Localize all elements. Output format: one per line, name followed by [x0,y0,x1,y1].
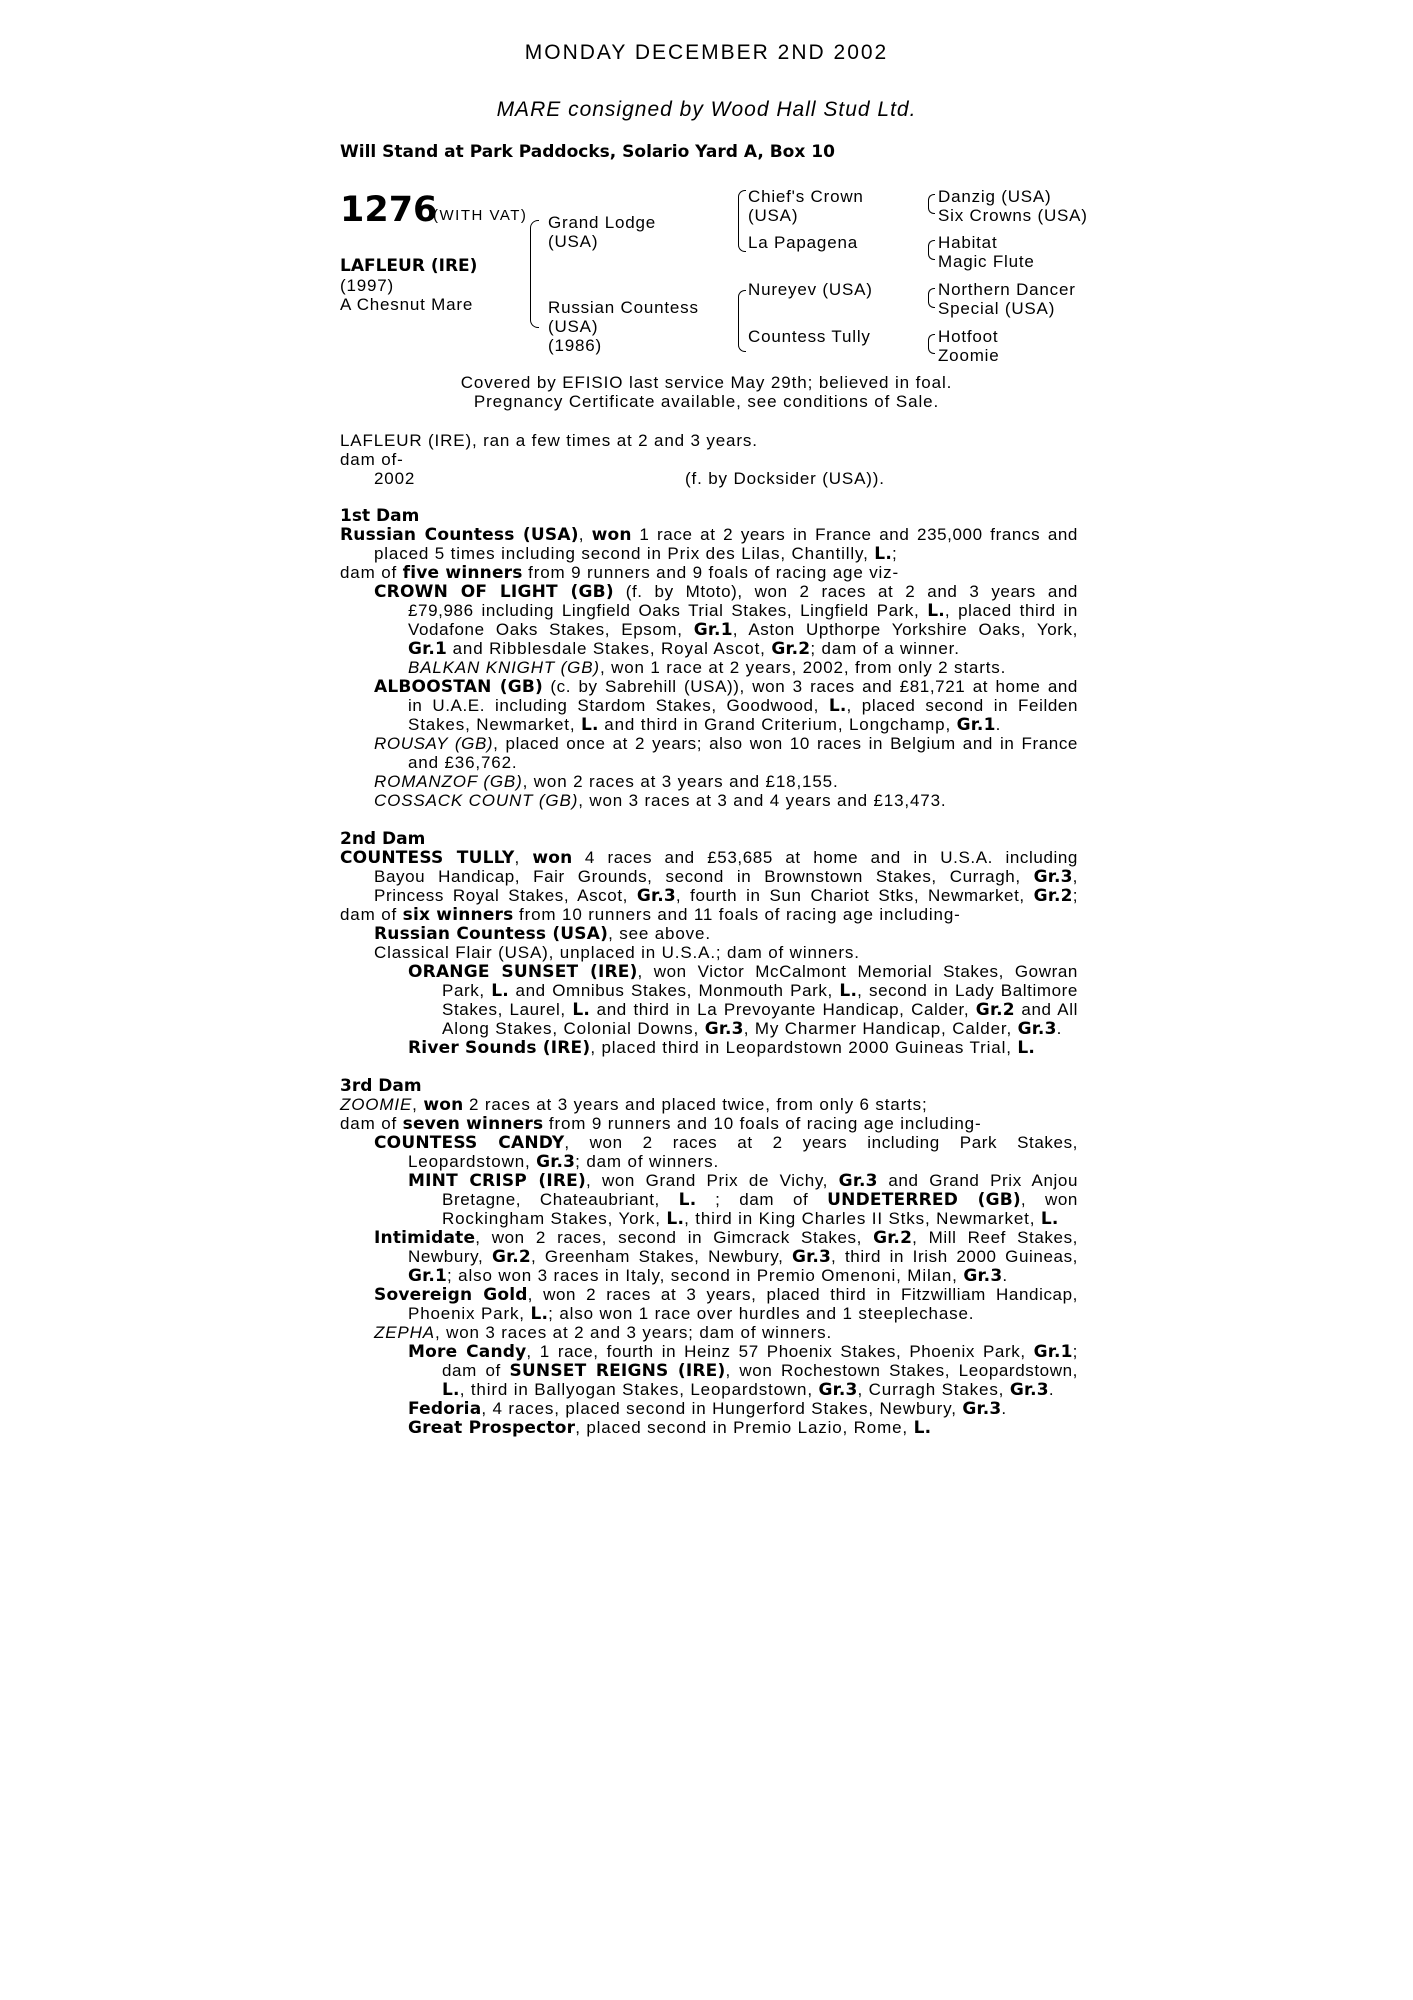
pedigree-brace-ss [928,194,935,214]
pedigree-brace-dam [738,290,746,352]
rousay-entry: ROUSAY (GB), placed once at 2 years; also won 10 races in Belgium and in France [374,734,1078,753]
dd-dam: Zoomie [938,346,1000,365]
sire-sire-name: Chief's Crown [748,187,864,206]
more-candy-entry: More Candy, 1 race, fourth in Heinz 57 Phoenix Stakes, Phoenix Park, Gr.1; [408,1342,1078,1362]
sovereign-gold-entry: Sovereign Gold, won 2 races at 3 years, placed third in Fitzwilliam Handicap, [374,1285,1078,1305]
dam-dam-name: Countess Tully [748,327,871,346]
sire-country: (USA) [548,232,599,251]
romanzof-entry: ROMANZOF (GB), won 2 races at 3 years and £18,155. [374,772,839,791]
alboostan-entry: ALBOOSTAN (GB) (c. by Sabrehill (USA)), won 3 races and £81,721 at home and [374,677,1078,697]
rousay-entry: and £36,762. [408,753,518,772]
more-candy-entry: L., third in Ballyogan Stakes, Leopardstown, Gr.3, Curragh Stakes, Gr.3. [442,1380,1055,1400]
sd-dam: Magic Flute [938,252,1035,271]
pedigree-brace-sd [928,240,935,260]
horse-name: LAFLEUR (IRE) [340,256,478,276]
pedigree-brace-ds [928,288,935,308]
dam-country: (USA) [548,317,599,336]
countess-candy-entry: Leopardstown, Gr.3; dam of winners. [408,1152,720,1172]
second-dam-heading: 2nd Dam [340,829,426,849]
dam-sire-name: Nureyev (USA) [748,280,873,299]
crown-of-light-entry: Vodafone Oaks Stakes, Epsom, Gr.1, Aston Upthorpe Yorkshire Oaks, York, [408,620,1078,640]
ss-dam: Six Crowns (USA) [938,206,1088,225]
russian-countess-ref: Russian Countess (USA), see above. [374,924,711,944]
ds-dam: Special (USA) [938,299,1056,318]
intimidate-entry: Intimidate, won 2 races, second in Gimcrack Stakes, Gr.2, Mill Reef Stakes, [374,1228,1079,1248]
orange-sunset-entry: Along Stakes, Colonial Downs, Gr.3, My Charmer Handicap, Calder, Gr.3. [442,1019,1063,1039]
balkan-knight-entry: BALKAN KNIGHT (GB), won 1 race at 2 years, 2002, from only 2 starts. [408,658,1007,677]
horse-description: A Chesnut Mare [340,295,474,314]
first-dam-heading: 1st Dam [340,506,420,526]
second-dam-text: dam of six winners from 10 runners and 11 foals of racing age including- [340,905,961,925]
orange-sunset-entry: ORANGE SUNSET (IRE), won Victor McCalmont Memorial Stakes, Gowran [408,962,1078,982]
lafleur-record: LAFLEUR (IRE), ran a few times at 2 and 3 years. [340,431,758,450]
dam-name: Russian Countess [548,298,699,317]
intimidate-entry: Gr.1; also won 3 races in Italy, second in Premio Omenoni, Milan, Gr.3. [408,1266,1008,1286]
alboostan-entry: in U.A.E. including Stardom Stakes, Goodwood, L., placed second in Feilden [408,696,1078,716]
sire-sire-country: (USA) [748,206,799,225]
third-dam-text: ZOOMIE, won 2 races at 3 years and placed twice, from only 6 starts; [340,1095,928,1115]
third-dam-heading: 3rd Dam [340,1076,422,1096]
vat-note: (WITH VAT) [433,207,528,224]
foal-description: (f. by Docksider (USA)). [685,469,885,488]
crown-of-light-entry: Gr.1 and Ribblesdale Stakes, Royal Ascot, Gr.2; dam of a winner. [408,639,960,659]
alboostan-entry: Stakes, Newmarket, L. and third in Grand Criterium, Longchamp, Gr.1. [408,715,1002,735]
orange-sunset-entry: Stakes, Laurel, L. and third in La Prevoyante Handicap, Calder, Gr.2 and All [442,1000,1078,1020]
third-dam-text: dam of seven winners from 9 runners and 10 foals of racing age including- [340,1114,982,1134]
stand-location: Will Stand at Park Paddocks, Solario Yard A, Box 10 [340,142,835,162]
river-sounds-entry: River Sounds (IRE), placed third in Leopardstown 2000 Guineas Trial, L. [408,1038,1036,1058]
first-dam-text: Russian Countess (USA), won 1 race at 2 years in France and 235,000 francs and [340,525,1078,545]
pregnancy-line: Pregnancy Certificate available, see conditions of Sale. [473,392,940,411]
classical-flair-entry: Classical Flair (USA), unplaced in U.S.A.; dam of winners. [374,943,860,962]
consignor-line: MARE consigned by Wood Hall Stud Ltd. [496,98,917,121]
mint-crisp-entry: Rockingham Stakes, York, L., third in King Charles II Stks, Newmarket, L. [442,1209,1059,1229]
pedigree-brace-sire [738,190,746,252]
ss-sire: Danzig (USA) [938,187,1052,206]
dam-year: (1986) [548,336,602,355]
horse-year: (1997) [340,276,394,295]
cossack-count-entry: COSSACK COUNT (GB), won 3 races at 3 and 4 years and £13,473. [374,791,947,810]
zepha-entry: ZEPHA, won 3 races at 2 and 3 years; dam of winners. [374,1323,833,1342]
sire-name: Grand Lodge [548,213,657,232]
sovereign-gold-entry: Phoenix Park, L.; also won 1 race over hurdles and 1 steeplechase. [408,1304,975,1324]
countess-candy-entry: COUNTESS CANDY, won 2 races at 2 years including Park Stakes, [374,1133,1079,1153]
lot-number: 1276 [340,190,438,230]
crown-of-light-entry: CROWN OF LIGHT (GB) (f. by Mtoto), won 2 races at 2 and 3 years and [374,582,1078,602]
ds-sire: Northern Dancer [938,280,1076,299]
covered-line: Covered by EFISIO last service May 29th; believed in foal. [460,373,953,392]
mint-crisp-entry: Bretagne, Chateaubriant, L. ; dam of UNDETERRED (GB), won [442,1190,1078,1210]
pedigree-brace-dd [928,334,935,354]
great-prospector-entry: Great Prospector, placed second in Premio Lazio, Rome, L. [408,1418,932,1438]
pedigree-brace-main [530,220,539,328]
first-dam-text: placed 5 times including second in Prix des Lilas, Chantilly, L.; [374,544,898,564]
dam-of-label: dam of- [340,450,404,469]
second-dam-text: COUNTESS TULLY, won 4 races and £53,685 at home and in U.S.A. including [340,848,1078,868]
foal-year: 2002 [374,469,416,488]
more-candy-entry: dam of SUNSET REIGNS (IRE), won Rochestown Stakes, Leopardstown, [442,1361,1078,1381]
crown-of-light-entry: £79,986 including Lingfield Oaks Trial Stakes, Lingfield Park, L., placed third in [408,601,1078,621]
sire-dam-name: La Papagena [748,233,858,252]
fedoria-entry: Fedoria, 4 races, placed second in Hungerford Stakes, Newbury, Gr.3. [408,1399,1007,1419]
dd-sire: Hotfoot [938,327,999,346]
second-dam-text: Bayou Handicap, Fair Grounds, second in Brownstown Stakes, Curragh, Gr.3, [374,867,1078,887]
intimidate-entry: Newbury, Gr.2, Greenham Stakes, Newbury, Gr.3, third in Irish 2000 Guineas, [408,1247,1078,1267]
sale-date: MONDAY DECEMBER 2ND 2002 [524,41,889,64]
mint-crisp-entry: MINT CRISP (IRE), won Grand Prix de Vichy, Gr.3 and Grand Prix Anjou [408,1171,1079,1191]
second-dam-text: Princess Royal Stakes, Ascot, Gr.3, fourth in Sun Chariot Stks, Newmarket, Gr.2; [374,886,1079,906]
orange-sunset-entry: Park, L. and Omnibus Stakes, Monmouth Park, L., second in Lady Baltimore [442,981,1078,1001]
first-dam-text: dam of five winners from 9 runners and 9 foals of racing age viz- [340,563,900,583]
sd-sire: Habitat [938,233,998,252]
